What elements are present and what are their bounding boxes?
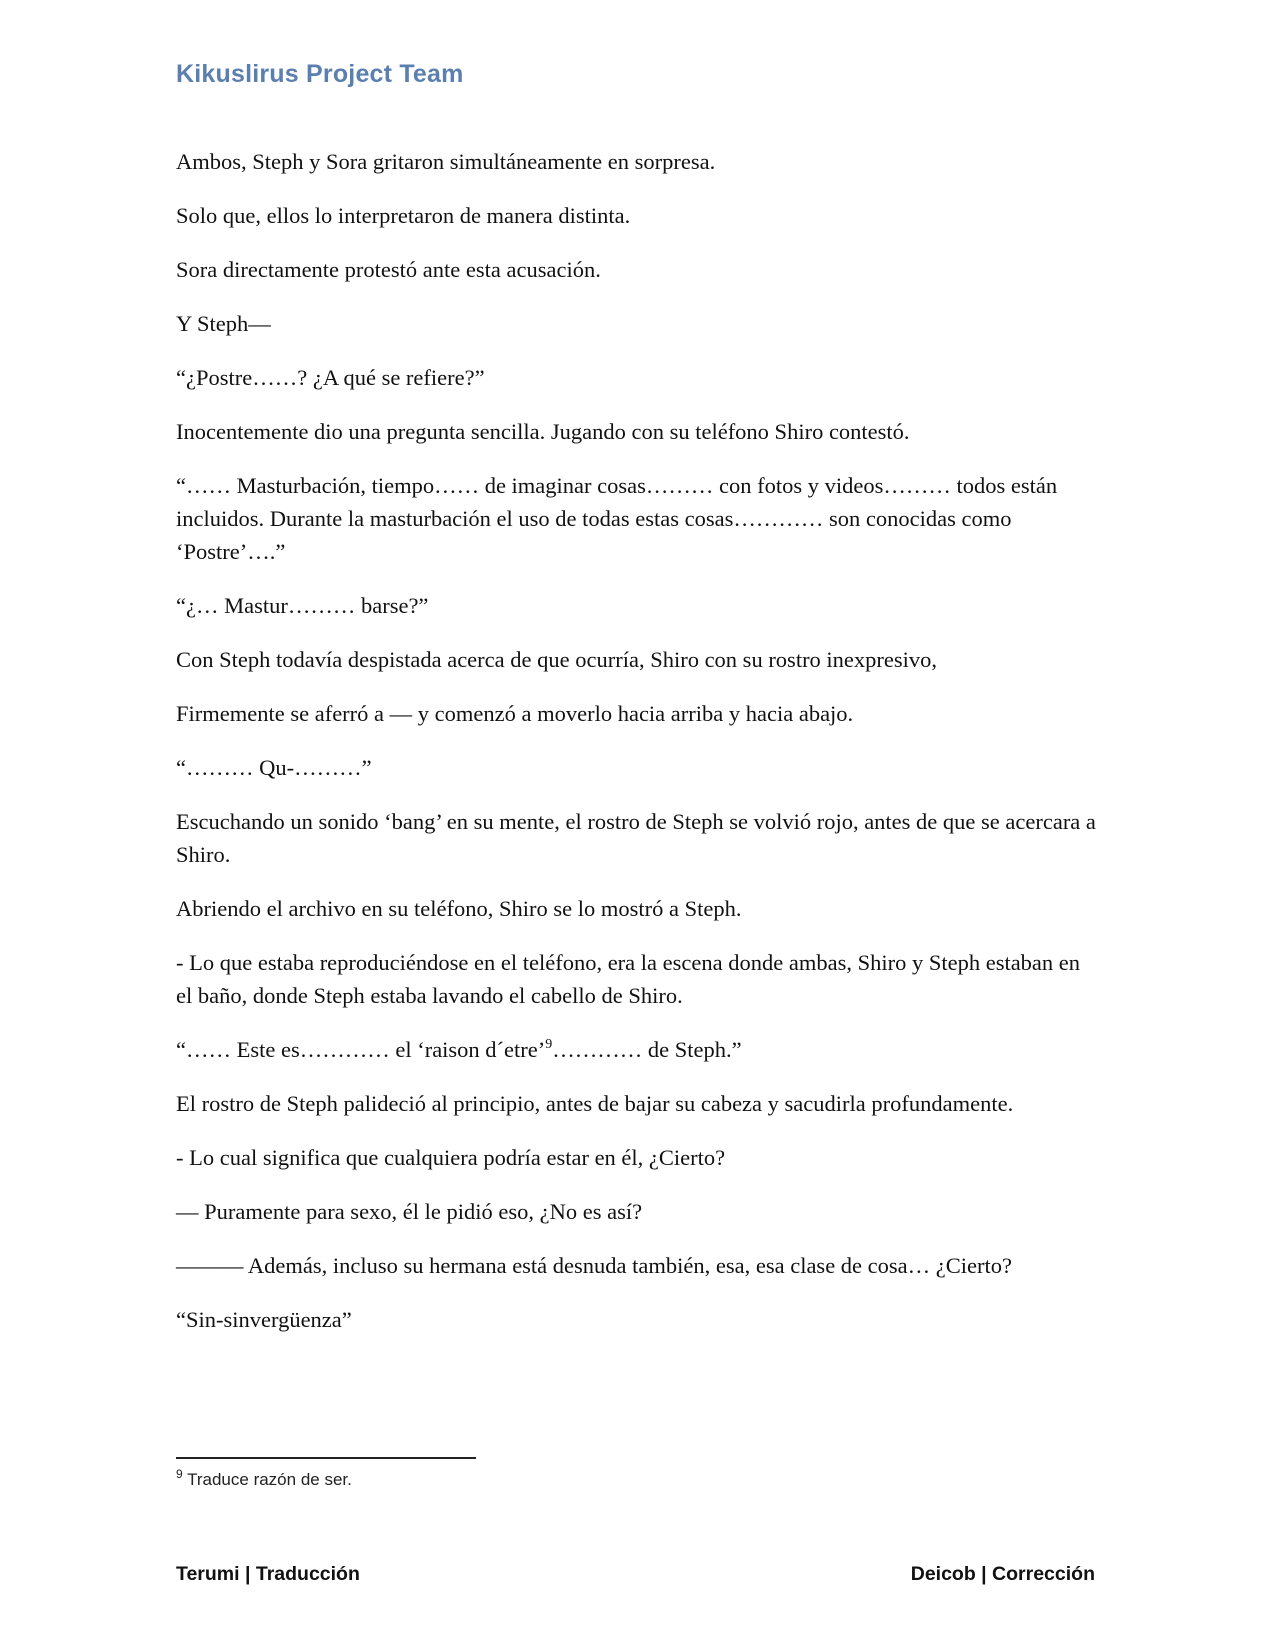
paragraph-14: - Lo que estaba reproduciéndose en el teléfono, era la escena donde ambas, Shiro y Steph estaban en el baño, donde Steph estaba lavando el cabello de Shiro. [176,950,1081,1008]
paragraph-7: “…… Masturbación, tiempo…… de imaginar cosas……… con fotos y videos……… todos están incluidos. Durante la masturbación el uso de todas estas cosas………… son conocidas como ‘Postre’….” [176,473,1058,564]
paragraph-15 [176,1033,1096,1066]
paragraph-8: “¿… Mastur……… barse?” [176,593,429,618]
paragraph-6: Inocentemente dio una pregunta sencilla. Jugando con su teléfono Shiro contestó. [176,419,910,444]
paragraph-15-before: “…… Este es………… el ‘raison d´etre’ [176,1037,546,1062]
footnote-reference: 9 [545,1037,553,1052]
paragraph-3: Sora directamente protestó ante esta acusación. [176,257,601,282]
footnote [176,1467,352,1490]
paragraph-18: — Puramente para sexo, él le pidió eso, ¿No es así? [176,1199,643,1224]
paragraph-11: “……… Qu-………” [176,755,372,780]
paragraph-9: Con Steph todavía despistada acerca de que ocurría, Shiro con su rostro inexpresivo, [176,647,938,672]
footnote-number: 9 [176,1467,183,1481]
paragraph-16: El rostro de Steph palideció al principio, antes de bajar su cabeza y sacudirla profundamente. [176,1091,1014,1116]
body-text [176,145,1096,1357]
paragraph-12: Escuchando un sonido ‘bang’ en su mente, el rostro de Steph se volvió rojo, antes de que se acercara a Shiro. [176,809,1096,867]
paragraph-13: Abriendo el archivo en su teléfono, Shiro se lo mostró a Steph. [176,896,742,921]
paragraph-2: Solo que, ellos lo interpretaron de manera distinta. [176,203,631,228]
paragraph-20: “Sin-sinvergüenza” [176,1307,352,1332]
footnote-text: Traduce razón de ser. [187,1470,352,1489]
paragraph-19: ——— Además, incluso su hermana está desnuda también, esa, esa clase de cosa… ¿Cierto? [176,1253,1012,1278]
paragraph-10: Firmemente se aferró a — y comenzó a moverlo hacia arriba y hacia abajo. [176,701,854,726]
footnote-separator [176,1457,476,1459]
paragraph-4: Y Steph— [176,311,271,336]
footer-editor: Deicob | Corrección [910,1563,1095,1585]
footer-translator: Terumi | Traducción [176,1563,360,1585]
page-header-title: Kikuslirus Project Team [176,60,464,88]
paragraph-1: Ambos, Steph y Sora gritaron simultáneamente en sorpresa. [176,149,716,174]
paragraph-5: “¿Postre……? ¿A qué se refiere?” [176,365,485,390]
paragraph-17: - Lo cual significa que cualquiera podría estar en él, ¿Cierto? [176,1145,726,1170]
paragraph-15-after: ………… de Steph.” [552,1037,742,1062]
